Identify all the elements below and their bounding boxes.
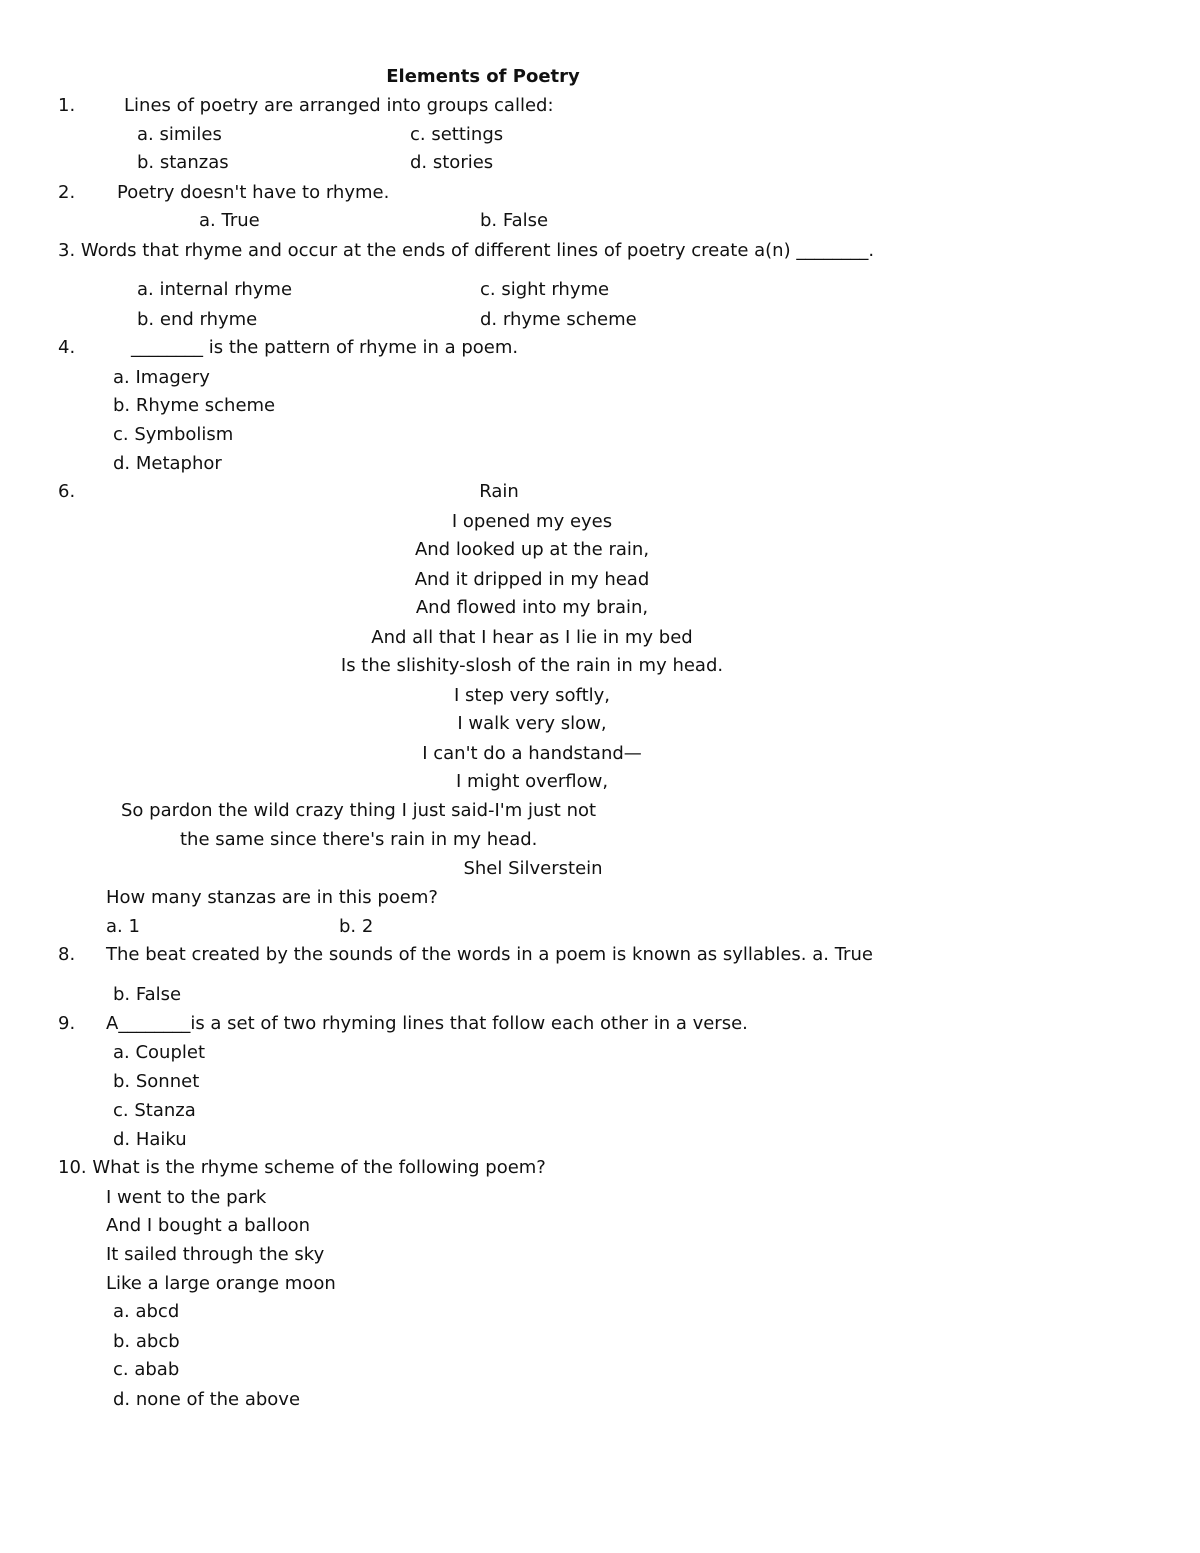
- q6-number: 6.: [58, 481, 76, 502]
- poem-line: I opened my eyes: [451, 511, 613, 532]
- q4-option-b: b. Rhyme scheme: [113, 395, 276, 416]
- q9-number: 9.: [58, 1013, 76, 1034]
- q10-poem-line: And I bought a balloon: [106, 1215, 311, 1236]
- q6-question: How many stanzas are in this poem?: [106, 887, 438, 908]
- q9-option-d: d. Haiku: [113, 1129, 187, 1150]
- q4-question: ________ is the pattern of rhyme in a poem.: [131, 337, 519, 358]
- q10-option-a: a. abcd: [113, 1301, 180, 1322]
- q3-option-d: d. rhyme scheme: [480, 309, 637, 330]
- q10-option-d: d. none of the above: [113, 1389, 301, 1410]
- q2-option-a: a. True: [199, 210, 260, 231]
- q3-option-b: b. end rhyme: [137, 309, 258, 330]
- q4-option-a: a. Imagery: [113, 367, 210, 388]
- poem-line: I step very softly,: [453, 685, 611, 706]
- poem-line: I walk very slow,: [457, 713, 607, 734]
- q2-question: Poetry doesn't have to rhyme.: [117, 182, 390, 203]
- poem-line: the same since there's rain in my head.: [180, 829, 538, 850]
- q10-option-c: c. abab: [113, 1359, 180, 1380]
- q4-number: 4.: [58, 337, 76, 358]
- q1-option-b: b. stanzas: [137, 152, 229, 173]
- q10-option-b: b. abcb: [113, 1331, 180, 1352]
- q1-option-a: a. similes: [137, 124, 222, 145]
- poem-line: And looked up at the rain,: [414, 539, 650, 560]
- q10-poem-line: Like a large orange moon: [106, 1273, 336, 1294]
- q1-option-d: d. stories: [410, 152, 494, 173]
- q9-option-c: c. Stanza: [113, 1100, 196, 1121]
- q9-question: A________is a set of two rhyming lines that follow each other in a verse.: [106, 1013, 748, 1034]
- q2-number: 2.: [58, 182, 76, 203]
- q9-option-b: b. Sonnet: [113, 1071, 200, 1092]
- q6-option-b: b. 2: [339, 916, 374, 937]
- poem-title: Rain: [479, 481, 519, 502]
- poem-line: And all that I hear as I lie in my bed: [371, 627, 693, 648]
- q1-number: 1.: [58, 95, 76, 116]
- page-title: Elements of Poetry: [386, 66, 580, 87]
- q10-poem-line: It sailed through the sky: [106, 1244, 325, 1265]
- poem-line: Is the slishity-slosh of the rain in my head.: [340, 655, 724, 676]
- q3-option-c: c. sight rhyme: [480, 279, 610, 300]
- q6-option-a: a. 1: [106, 916, 140, 937]
- q8-number: 8.: [58, 944, 76, 965]
- q1-question: Lines of poetry are arranged into groups called:: [124, 95, 554, 116]
- poem-line: I might overflow,: [455, 771, 609, 792]
- q3-question: 3. Words that rhyme and occur at the ends of different lines of poetry create a(n) ________.: [58, 240, 875, 261]
- q2-option-b: b. False: [480, 210, 549, 231]
- poem-line: And it dripped in my head: [414, 569, 650, 590]
- poem-line: And flowed into my brain,: [415, 597, 649, 618]
- poem-author: Shel Silverstein: [463, 858, 603, 879]
- q8-option-b: b. False: [113, 984, 182, 1005]
- q3-option-a: a. internal rhyme: [137, 279, 293, 300]
- q10-question: 10. What is the rhyme scheme of the following poem?: [58, 1157, 546, 1178]
- q8-question: The beat created by the sounds of the words in a poem is known as syllables. a. True: [106, 944, 873, 965]
- q10-poem-line: I went to the park: [106, 1187, 267, 1208]
- poem-line: I can't do a handstand—: [422, 743, 642, 764]
- q4-option-c: c. Symbolism: [113, 424, 234, 445]
- q9-option-a: a. Couplet: [113, 1042, 206, 1063]
- q1-option-c: c. settings: [410, 124, 504, 145]
- poem-line: So pardon the wild crazy thing I just said-I'm just not: [121, 800, 597, 821]
- q4-option-d: d. Metaphor: [113, 453, 222, 474]
